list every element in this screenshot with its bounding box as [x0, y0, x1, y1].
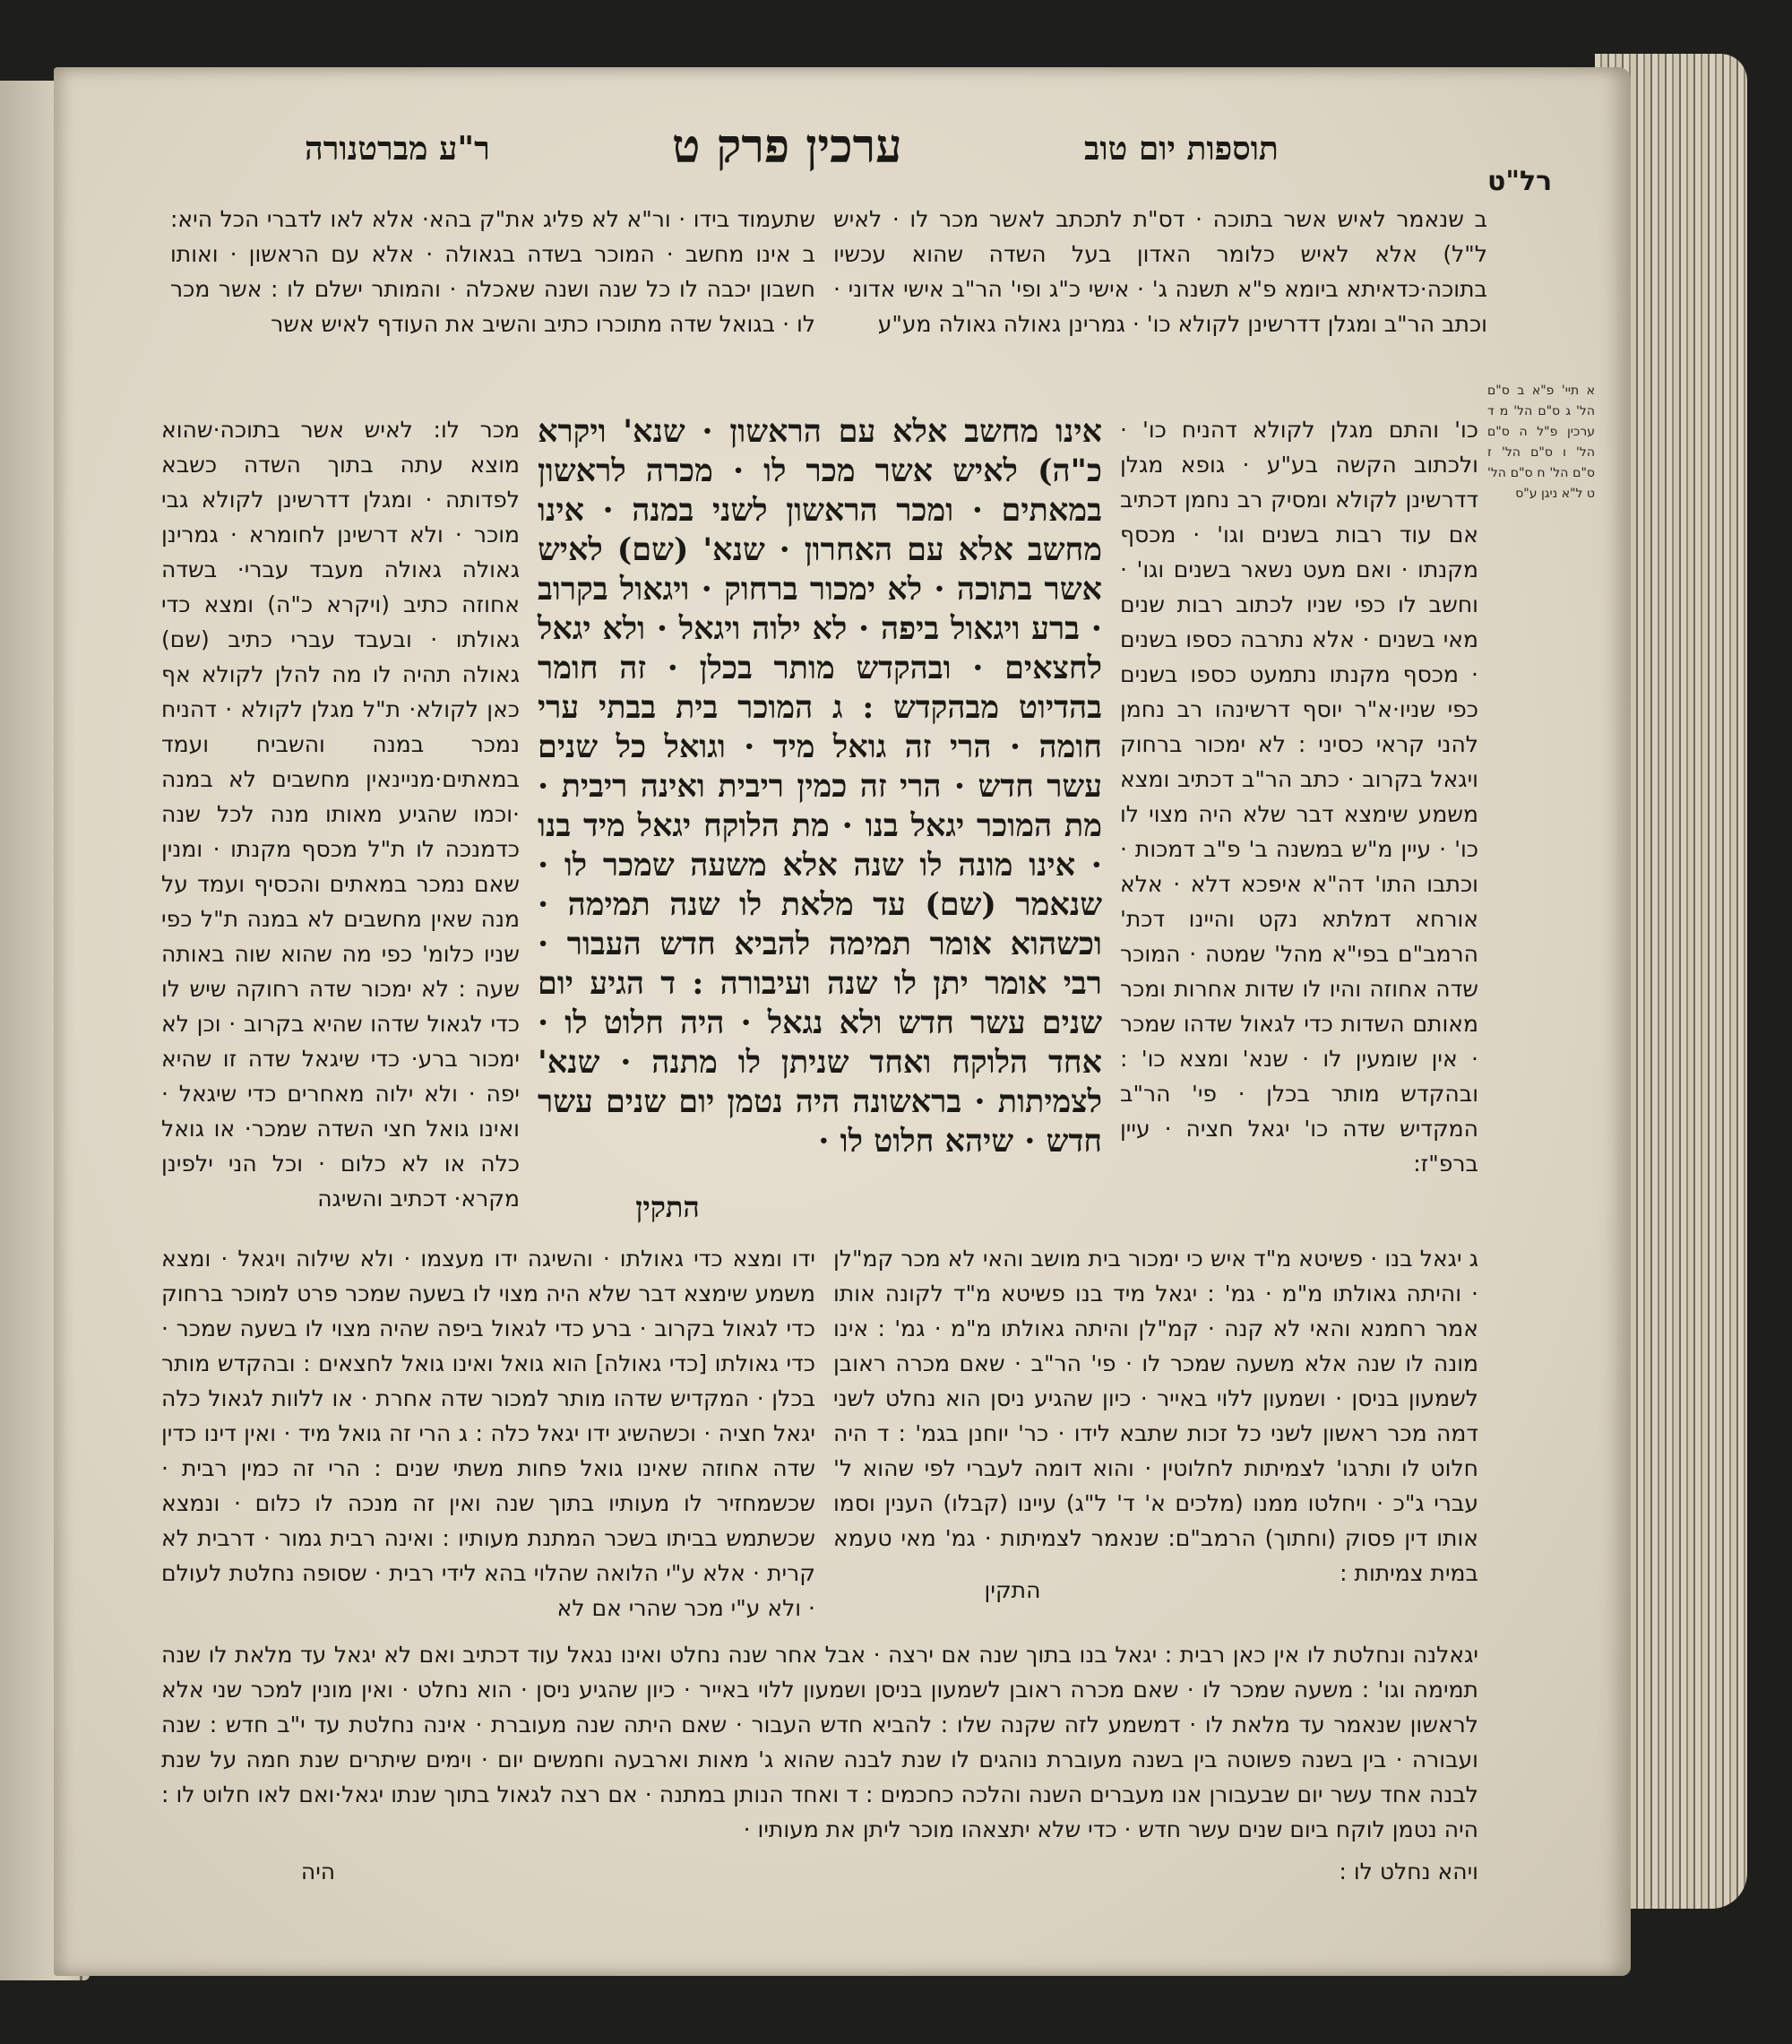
- tosafot-lower-right: ג יגאל בנו · פשיטא מ"ד איש כי ימכור בית מושב והאי לא מכר קמ"לן · והיתה גאולתו מ"מ · גמ' : יגאל מיד בנו פשיטא מ"ד לקונה אותו אמר רחמנא והאי לא קנה · קמ"לן והיתה גאולתו מ"מ · גמ' : אינו מונה לו שנה אלא משעה שמכר לו · פי' הר"ב · שאם מכרה ראובן לשמעון בניסן · ושמעון ללוי באייר · כיון שהגיע ניסן הוא נחלט לשני דמה מכר ראשון לשני כל זכות שתבא לידו · כר' יוחנן בגמ' : ד היה חלוט לו ותרגו' לצמיתות לחלוטין · והוא דומה לעברי לפי שהוא ל' עברי ג"כ · ויחלטו ממנו (מלכים א' ד' ל"ג) עיינו (קבלו) הענין וסמו אותו דין פסוק (וחתוך) הרמב"ם: שנאמר לצמיתות · גמ' מאי טעמא במית צמיתות :: [833, 1246, 1478, 1586]
- header-center: ערכין פרק ט: [672, 119, 902, 174]
- book-page: [54, 67, 1631, 1976]
- tosafot-right-column: כו' והתם מגלן לקולא דהניח כו' · ולכתוב הקשה בע"ע · גופא מגלן דדרשינן לקולא ומסיק רב נחמן דכתיב אם עוד רבות בשנים וגו' · מכסף מקנתו · ואם מעט נשאר בשנים וגו' · וחשב לו כפי שניו לכתוב רבות שנים מאי בשנים · אלא נתרבה כספו בשנים · מכסף מקנתו נתמעט כספו בשנים כפי שניו·א"ר יוסף דרשינהו רב נחמן להני קראי כסיני : לא ימכור ברחוק ויגאל בקרוב · כתב הר"ב דכתיב ומצא משמע שימצא דבר שלא היה מצוי לו כו' · עיין מ"ש במשנה ב' פ"ב דמכות · וכתבו התו' דה"א איפכא דלא · אלא אורחא דמלתא נקט והיינו דכת' הרמב"ם בפי"א מהל' שמטה · המוכר שדה אחוזה והיו לו שדות אחרות ומכר מאותם השדות כדי לגאול שדהו שמכר · אין שומעין לו · שנא' ומצא כו' : ובהקדש מותר בכלן · פי' הר"ב המקדיש שדה כו' יגאל חציה · עיין ברפ"ז:: [1120, 417, 1478, 1177]
- bartenura-left-column: מכר לו: לאיש אשר בתוכה·שהוא מוצא עתה בתוך השדה כשבא לפדותה · ומגלן דדרשינן לקולא גבי מוכר · ולא דרשינן לחומרא · גמרינן גאולה גאולה מעבד עברי· בשדה אחוזה כתיב (ויקרא כ"ה) ומצא כדי גאולתו · ובעבד עברי כתיב (שם) גאולה תהיה לו מה להלן לקולא אף כאן לקולא· ת"ל מגלן לקולא · דהניח נמכר במנה והשביח ועמד במאתים·מניינאין מחשבים לא במנה ·וכמו שהגיע מאותו מנה לכל שנה כדמנכה לו ת"ל מכסף מקנתו · ומנין שאם נמכר במאתים והכסיף ועמד על מנה שאין מחשבים לא במנה ת"ל כפי שניו כלומ' כפי מה שהוא שוה באותה שעה : לא ימכור שדה רחוקה שיש לו כדי לגאול שדהו שהיא בקרוב · וכן לא ימכור ברע· כדי שיגאל שדה זו שהיא יפה · ולא ילוה מאחרים כדי שיגאל · ואינו גואל חצי השדה שמכר· או גואל כלה או לא כלום · וכל הני ילפינן מקרא· דכתיב והשיגה: [161, 417, 520, 1212]
- bartenura-lower-left: ידו ומצא כדי גאולתו · והשיגה ידו מעצמו · ולא שילוה ויגאל · ומצא משמע שימצא דבר שלא היה מצוי לו בשעה שמכר פרט למוכר ברחוק כדי לגאול בקרוב · ברע כדי לגאול ביפה שהיה מצוי לו בשעה שמכר · כדי גאולתו [כדי גאולה] הוא גואל ואינו גואל לחצאים : ובהקדש מותר בכלן · המקדיש שדהו מותר למכור שדה אחרת · או ללוות לגאול כלה יגאל חציה · וכשהשיג ידו יגאל כלה : ג הרי זה גואל מיד · ואין דינו כדין שדה אחוזה שאינו גואל פחות משתי שנים : הרי זה כמין רבית · שכשמחזיר לו מעותיו בתוך שנה ואין זה מנכה לו כלום · ונמצא שכשתמש בביתו בשכר המתנת מעותיו : ואינה רבית גמור · דרבית לא קרית · אלא ע"י הלואה שהלוי בהא לידי רבית · שסופה נחלטת לעולם · ולא ע"י מכר שהרי אם לא: [161, 1246, 815, 1621]
- mishnah-text: אינו מחשב אלא עם הראשון · שנא' ויקרא כ"ה) לאיש אשר מכר לו · מכרה לראשון במאתים · ומכר הראשון לשני במנה · אינו מחשב אלא עם האחרון · שנא' (שם) לאיש אשר בתוכה · לא ימכור ברחוק · ויגאול בקרוב · ברע ויגאול ביפה · לא ילוה ויגאל · ולא יגאל לחצאים · ובהקדש מותר בכלן · זה חומר בהדיוט מבהקדש : ג המוכר בית בבתי ערי חומה · הרי זה גואל מיד · וגואל כל שנים עשר חדש · הרי זה כמין ריבית ואינה ריבית · מת המוכר יגאל בנו · מת הלוקח יגאל מיד בנו · אינו מונה לו שנה אלא משעה שמכר לו · שנאמר (שם) עד מלאת לו שנה תמימה · וכשהוא אומר תמימה להביא חדש העבור · רבי אומר יתן לו שנה ועיבורה : ד הגיע יום שנים עשר חדש ולא נגאל · היה חלוט לו · אחד הלוקח ואחד שניתן לו מתנה · שנא' לצמיתות · בראשונה היה נטמן יום שנים עשר חדש · שיהא חלוט לו ·: [538, 413, 1102, 1160]
- header-left: ר"ע מברטנורה: [305, 130, 490, 168]
- bartenura-bottom-tail: ויהא נחלט לו :: [1339, 1859, 1478, 1884]
- bartenura-bottom-catchword: היה: [300, 1859, 336, 1884]
- tosafot-top-right: ב שנאמר לאיש אשר בתוכה · דס"ת לתכתב לאשר מכר לו · לאיש ל"ל) אלא לאיש כלומר האדון בעל השדה שהוא עכשיו בתוכה·כדאיתא ביומא פ"א תשנה ג' · אישי כ"ג ופי' הר"ב אישי אדוני · וכתב הר"ב ומגלן דדרשינן לקולא כו' · גמרינן גאולה גאולה מע"ע: [833, 206, 1487, 337]
- page-number: רל"ט: [1487, 166, 1553, 197]
- tosafot-lower-catchword: התקין: [984, 1577, 1041, 1603]
- marginal-notes: א תיי' פ"א ב ס"ם הל' ג ס"ם הל' מ ד ערכין פ"ל ה ס"ם הל' ו ס"ם הל' ז ס"ם הל' ח ס"ם הל' ט ל"א ניגן ע"ס: [1487, 384, 1595, 501]
- bartenura-bottom: יגאלנה ונחלטת לו אין כאן רבית : יגאל בנו בתוך שנה אם ירצה · אבל אחר שנה נחלט ואינו נגאל עוד דכתיב ואם לא יגאל עד מלאת לו שנה תמימה וגו' : משעה שמכר לו · שאם מכרה ראובן לשמעון בניסן ושמעון ללוי באייר · כיון שהגיע ניסן · הוא נחלט · ואין מונין למכר שני אלא לראשון שנאמר עד מלאת לו · דמשמע לזה שקנה שלו : להביא חדש העבור · שאם היתה שנה מעוברת · אינה נחלטת עד י"ב חדש : שנה ועבורה · בין בשנה פשוטה בין בשנה מעוברת נוהגים לו שנת לבנה שהוא ג' מאות וארבעה וחמשים יום · וימים שיתרים שנת חמה על שנת לבנה אחד עשר יום שבעבורן אנו מעברים השנה והלכה כחכמים : ד ואחד הנותן במתנה · אם רצה לגאול בתוך שנתו יגאל·ואם לאו חלוט לו : היה נטמן לוקח ביום שנים עשר חדש · כדי שלא יתצאהו מוכר ליתן את מעותיו ·: [161, 1642, 1478, 1842]
- header-right: תוספות יום טוב: [1084, 130, 1279, 168]
- bartenura-top-left: שתעמוד בידו · ור"א לא פליג את"ק בהא· אלא לאו לדברי הכל היא: ב אינו מחשב · המוכר בשדה בגאולה · אלא עם הראשון · ואותו חשבון יכבה לו כל שנה ושנה שאכלה · והמותר ישלם לו : אשר מכר לו · בגואל שדה מתוכרו כתיב והשיב את העודף לאיש אשר: [170, 206, 815, 337]
- mishnah-catchword: התקין: [635, 1190, 700, 1224]
